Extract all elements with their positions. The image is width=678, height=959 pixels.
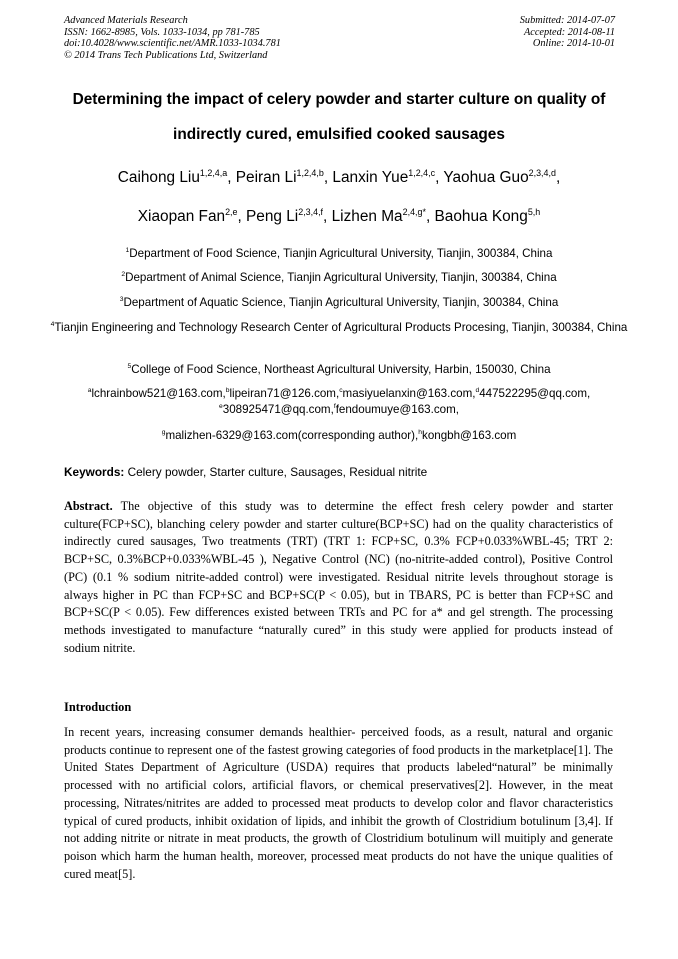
journal-doi: doi:10.4028/www.scientific.net/AMR.1033-1034.781 xyxy=(64,38,281,50)
author-affiliation-marker: 1,2,4,c xyxy=(408,167,436,178)
affiliation-text: Department of Animal Science, Tianjin Agricultural University, Tianjin, 300384, China xyxy=(125,271,557,284)
abstract-text: The objective of this study was to determine the effect fresh celery powder and starter culture(FCP+SC), blanching celery powder and starter culture(BCP+SC) had on the quality characteristics of indirectly cured sausages, Two treatments (TRT) (TRT 1: FCP+SC, 0.3% FCP+0.033%WBL-45; TRT 2: BCP+SC, 0.3%BCP+0.033%WBL-45 ), Negative Control (NC) (no-nitrite-added control), Positive Control (PC) (0.1 % sodium nitrite-added control) were investigated. Residual nitrite levels throughout storage is always higher in PC than FCP+SC and BCP+SC(P < 0.05), but in TBARS, PC is better than FCP+SC and BCP+SC(P < 0.05). Few differences existed between TRTs and PC for a* and gel strength. The processing methods investigated to manufacture “naturally cured” in this study were applied for products instead of sodium nitrite. xyxy=(64,499,613,655)
email-address: 308925471@qq.com, xyxy=(222,403,334,416)
email-address: kongbh@163.com xyxy=(422,429,517,442)
journal-info xyxy=(64,15,281,61)
author-affiliation-marker: 5,h xyxy=(527,206,541,217)
affiliation-2 xyxy=(50,270,628,285)
abstract-label: Abstract. xyxy=(64,499,113,513)
affiliation-5 xyxy=(50,362,628,377)
email-list-line-3 xyxy=(40,428,638,444)
email-marker: a xyxy=(87,387,92,395)
email-address: fendoumuye@163.com, xyxy=(335,403,459,416)
author-separator: , xyxy=(555,169,561,186)
author-separator: , xyxy=(323,169,333,186)
affiliation-3 xyxy=(50,295,628,310)
affiliation-1 xyxy=(50,246,628,261)
abstract-paragraph xyxy=(64,498,613,657)
submitted-date: Submitted: 2014-07-07 xyxy=(519,15,615,26)
publication-dates xyxy=(520,15,615,50)
affiliation-text: Department of Food Science, Tianjin Agricultural University, Tianjin, 300384, China xyxy=(129,247,553,260)
email-address: lchrainbow521@163.com, xyxy=(91,387,226,400)
author-name: Caihong Liu xyxy=(117,169,200,186)
online-date: Online: 2014-10-01 xyxy=(532,38,615,50)
author-affiliation-marker: 1,2,4,b xyxy=(296,167,324,178)
affiliation-text: Department of Aquatic Science, Tianjin Agricultural University, Tianjin, 300384, China xyxy=(123,296,559,309)
keywords-label: Keywords: xyxy=(64,465,125,479)
email-address: masiyuelanxin@163.com, xyxy=(342,387,476,400)
affiliation-4 xyxy=(50,320,628,335)
email-marker: f xyxy=(333,403,336,411)
paper-title-line-2: indirectly cured, emulsified cooked sausages xyxy=(173,126,505,143)
author-name: Yaohua Guo xyxy=(443,169,529,186)
email-list-line-1 xyxy=(40,386,638,402)
journal-copyright: © 2014 Trans Tech Publications Ltd, Switzerland xyxy=(64,49,268,61)
keywords-text: Celery powder, Starter culture, Sausages, Residual nitrite xyxy=(124,465,428,479)
affiliation-marker: 5 xyxy=(127,363,132,371)
email-address: malizhen-6329@163.com(corresponding author), xyxy=(165,429,419,442)
author-affiliation-marker: 2,3,4,d xyxy=(528,167,556,178)
email-marker: g xyxy=(161,429,166,437)
affiliation-marker: 1 xyxy=(125,247,130,255)
affiliation-text: College of Food Science, Northeast Agricultural University, Harbin, 150030, China xyxy=(131,363,551,376)
author-separator: , xyxy=(435,169,444,186)
author-list-line-1 xyxy=(30,169,648,187)
introduction-paragraph: In recent years, increasing consumer demands healthier- perceived foods, as a result, natural and organic products continue to represent one of the fastest growing categories of food products in the marketplace[1]. The United States Department of Agriculture (USDA) requires that products labeled“natural” be minimally processed with no artificial colors, artificial flavors, or chemical preservatives[2]. However, in the meat processing, Nitrates/nitrites are added to processed meat products to develop color and flavor characteristics typical of cured products, inhibit oxidation of lipids, and inhibit the growth of Clostridium botulinum [3,4]. If not adding nitrite or nitrate in meat products, the growth of Clostridium botulinum will muitiply and generate poison which harm the human health, moreover, processed meat products do not have the unique qualities of cured meat[5]. xyxy=(64,725,613,881)
affiliation-marker: 2 xyxy=(121,271,126,279)
keywords xyxy=(64,465,624,479)
journal-issn: ISSN: 1662-8985, Vols. 1033-1034, pp 781-785 xyxy=(64,26,260,38)
author-separator: , xyxy=(237,208,247,225)
paper-title-line-1: Determining the impact of celery powder and starter culture on quality of xyxy=(72,91,606,108)
email-address: lipeiran71@126.com, xyxy=(229,387,340,400)
email-marker: h xyxy=(418,429,423,437)
affiliation-marker: 4 xyxy=(50,321,55,329)
author-separator: , xyxy=(227,169,236,186)
affiliation-marker: 3 xyxy=(119,296,124,304)
author-affiliation-marker: 2,3,4,f xyxy=(298,206,324,217)
email-marker: d xyxy=(475,387,480,395)
author-separator: , xyxy=(323,208,332,225)
author-name: Xiaopan Fan xyxy=(137,208,226,225)
author-name: Peng Li xyxy=(246,208,299,225)
email-address: 447522295@qq.com, xyxy=(479,387,591,400)
email-marker: e xyxy=(219,403,223,411)
accepted-date: Accepted: 2014-08-11 xyxy=(523,26,615,38)
email-marker: c xyxy=(339,387,343,395)
affiliation-text: Tianjin Engineering and Technology Research Center of Agricultural Products Procesing, Tianjin, 300384, China xyxy=(54,321,628,334)
author-name: Baohua Kong xyxy=(434,208,528,225)
author-name: Lanxin Yue xyxy=(332,169,409,186)
author-name: Lizhen Ma xyxy=(331,208,403,225)
author-name: Peiran Li xyxy=(235,169,297,186)
author-affiliation-marker: 2,e xyxy=(225,206,238,217)
email-marker: b xyxy=(225,387,230,395)
author-list-line-2 xyxy=(30,208,648,226)
section-heading: Introduction xyxy=(64,700,132,714)
journal-name: Advanced Materials Research xyxy=(64,15,188,26)
author-affiliation-marker: 2,4,g* xyxy=(402,206,426,217)
author-affiliation-marker: 1,2,4,a xyxy=(199,167,228,178)
author-separator: , xyxy=(425,208,435,225)
email-list-line-2 xyxy=(40,402,638,418)
